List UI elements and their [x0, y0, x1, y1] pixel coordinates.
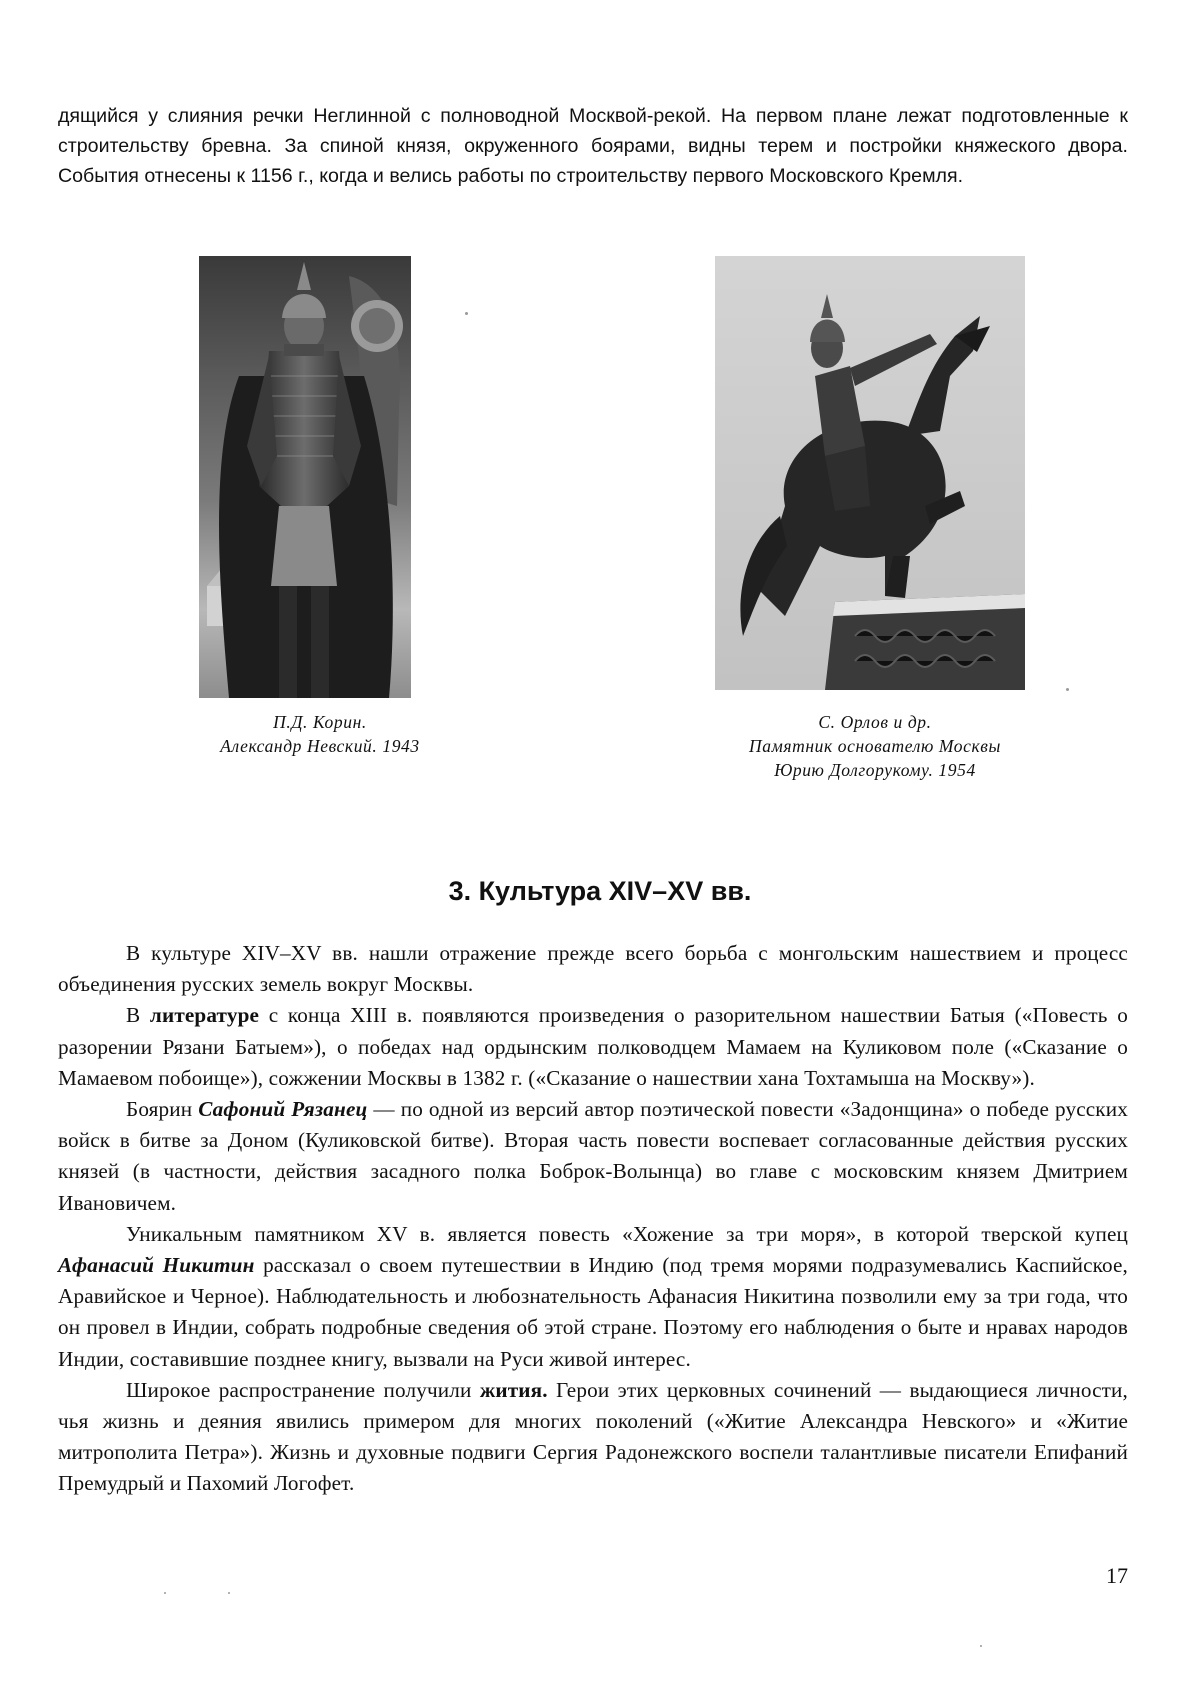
- scan-speck: [1066, 688, 1069, 691]
- intro-paragraph: дящийся у слияния речки Неглинной с полноводной Москвой-рекой. На первом плане лежат подготовленные к строительству бревна. За спиной князя, окруженного боярами, видны терем и постройки княжеского двора. События отнесены к 1156 г., когда и велись работы по строительству первого Московского Кремля.: [58, 105, 1128, 187]
- section-title: 3. Культура XIV–XV вв.: [448, 876, 752, 906]
- figure-dolgoruky-monument: [690, 250, 1060, 785]
- figure-caption: [690, 710, 1060, 782]
- name-safony-ryazanets: Сафоний Рязанец: [198, 1097, 368, 1122]
- figure-caption: [170, 710, 470, 758]
- scan-speck: [980, 1645, 982, 1647]
- paragraph-nikitin: [58, 1219, 1128, 1375]
- paragraph-zadonshchina: [58, 1094, 1128, 1219]
- paragraph-lead: Широкое распространение получили: [126, 1377, 480, 1402]
- caption-title: Александр Невский. 1943: [220, 736, 420, 756]
- paragraph-rest: рассказал о своем путешествии в Индию (под тремя морями подразумевались Каспийское, Аравийское и Черное). Наблюдательность и любознательность Афанасия Никитина позволили ему за три года, что он провел в Индии, собрать подробные сведения об этой стране. Поэтому его наблюдения о быте и нравах народов Индии, составившие позднее книгу, вызвали на Руси живой интерес.: [58, 1253, 1128, 1371]
- page-number: 17: [1106, 1563, 1128, 1588]
- paragraph-rest: — по одной из версий автор поэтической повести «Задонщина» о победе русских войск в битве за Доном (Куликовской битве). Вторая часть повести воспевает согласованные действия русских князей (в частности, действия засадного полка Боброк-Волынца) во главе с московским князем Дмитрием Ивановичем.: [58, 1097, 1128, 1215]
- caption-title-line-1: Памятник основателю Москвы: [749, 736, 1001, 756]
- paragraph-intro: В культуре XIV–XV вв. нашли отражение прежде всего борьба с монгольским нашествием и процесс объединения русских земель вокруг Москвы.: [58, 941, 1128, 997]
- caption-title-line-2: Юрию Долгорукому. 1954: [774, 760, 976, 780]
- paragraph-lead: Уникальным памятником XV в. является повесть «Хожение за три моря», в которой тверской купец: [126, 1221, 1128, 1246]
- paragraph-lead: Боярин: [126, 1097, 199, 1122]
- term-zhitiya: жития.: [479, 1377, 548, 1402]
- scan-speck: [228, 1592, 230, 1594]
- paragraph-zhitiya: [58, 1375, 1128, 1500]
- caption-author: С. Орлов и др.: [818, 712, 932, 732]
- section-body: [58, 938, 1128, 1500]
- painting-alexander-nevsky-image: [199, 256, 411, 698]
- caption-author: П.Д. Корин.: [273, 712, 367, 732]
- paragraph-rest: с конца XIII в. появляются произведения о разорительном нашествии Батыя («Повесть о разорении Рязани Батыем»), о победах над ордынским полководцем Мамаем на Куликовом поле («Сказание о Мамаевом побоище»), сожжении Москвы в 1382 г. («Сказание о нашествии хана Тохтамыша на Москву»).: [58, 1003, 1128, 1090]
- monument-dolgoruky-image: [715, 256, 1025, 690]
- paragraph-rest: Герои этих церковных сочинений — выдающиеся личности, чья жизнь и деяния явились примером для многих поколений («Житие Александра Невского» и «Житие митрополита Петра»). Жизнь и духовные подвиги Сергия Радонежского воспели талантливые писатели Епифаний Премудрый и Пахомий Логофет.: [58, 1377, 1128, 1496]
- scan-speck: [465, 312, 468, 315]
- name-afanasy-nikitin: Афанасий Никитин: [58, 1253, 255, 1278]
- paragraph-lead: В: [126, 1003, 150, 1028]
- term-literature: литературе: [149, 1003, 260, 1028]
- paragraph-literature: [58, 1000, 1128, 1094]
- figure-korin-nevsky: [170, 250, 470, 770]
- scan-speck: [164, 1592, 166, 1594]
